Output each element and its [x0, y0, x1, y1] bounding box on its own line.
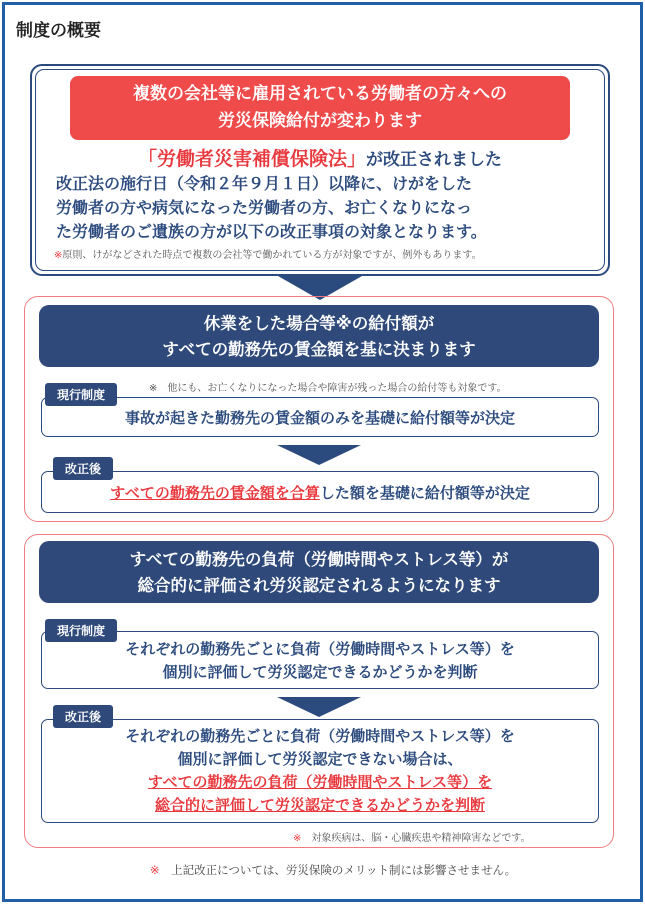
revised-box: それぞれの勤務先ごとに負荷（労働時間やストレス等）を 個別に評価して労災認定できない場合は、 すべての勤務先の負荷（労働時間やストレス等）を 総合的に評価して労災認定できるかどうかを判断 — [41, 719, 599, 823]
section2-heading — [39, 541, 599, 603]
heading-mark: ※ — [335, 314, 352, 333]
section1-heading-line-2: すべての勤務先の賃金額を基に決まります — [162, 340, 476, 359]
law-name: 「労働者災害補償保険法」 — [137, 148, 366, 170]
paragraph-line-3: た労働者のご遺族の方が以下の改正事項の対象となります。 — [56, 222, 487, 241]
section1-heading: 休業をした場合等※の給付額が すべての勤務先の賃金額を基に決まります — [39, 305, 599, 367]
revised-box: すべての勤務先の賃金額を合算した額を基礎に給付額等が決定 — [41, 471, 599, 513]
revised-tag: 改正後 — [53, 457, 113, 480]
section2-note: ※ 対象疾病は、脳・心臓疾患や精神障害などです。 — [293, 833, 531, 844]
page-title: 制度の概要 — [16, 21, 101, 41]
current-system-box: 事故が起きた勤務先の賃金額のみを基礎に給付額等が決定 — [41, 397, 599, 437]
summary-banner — [70, 76, 570, 140]
revised-highlight-1: すべての勤務先の負荷（労働時間やストレス等）を — [147, 773, 493, 791]
revised-tag: 改正後 — [53, 705, 113, 728]
banner-line-1: 複数の会社等に雇用されている労働者の方々への — [133, 84, 507, 104]
section2-heading-line-1: すべての勤務先の負荷（労働時間やストレス等）が — [129, 550, 509, 569]
down-arrow-icon — [277, 445, 361, 465]
summary-note: ※原則、けがなどされた時点で複数の会社等で働かれている方が対象ですが、例外もあります。 — [54, 250, 482, 261]
note-mark: ※ — [54, 250, 63, 261]
law-headline — [32, 146, 608, 173]
current-system-tag: 現行制度 — [45, 619, 117, 642]
current-system-tag: 現行制度 — [45, 383, 117, 406]
section-benefit-amount — [24, 296, 614, 522]
section2-heading-line-2: 総合的に評価され労災認定されるようになります — [137, 576, 501, 595]
down-arrow-icon — [277, 697, 361, 717]
revised-highlight: すべての勤務先の賃金額を合算 — [110, 484, 320, 502]
section-work-load — [24, 534, 614, 848]
footer-note: ※ 上記改正については、労災保険のメリット制には影響させません。 — [150, 863, 517, 877]
revised-highlight-2: 総合的に評価して労災認定できるかどうかを判断 — [154, 796, 485, 814]
paragraph-line-1: 改正法の施行日（令和２年９月１日）以降に、けがをした — [56, 174, 473, 193]
summary-box — [30, 64, 610, 276]
banner-line-2: 労災保険給付が変わります — [218, 111, 422, 131]
law-suffix: が改正されました — [366, 150, 502, 170]
section1-note: ※ 他にも、お亡くなりになった場合や障害が残った場合の給付等も対象です。 — [149, 383, 507, 394]
paragraph-line-2: 労働者の方や病気になった労働者の方、お亡くなりになっ — [56, 198, 473, 217]
current-system-box: それぞれの勤務先ごとに負荷（労働時間やストレス等）を 個別に評価して労災認定できるかどうかを判断 — [41, 631, 599, 689]
summary-paragraph — [56, 172, 602, 244]
